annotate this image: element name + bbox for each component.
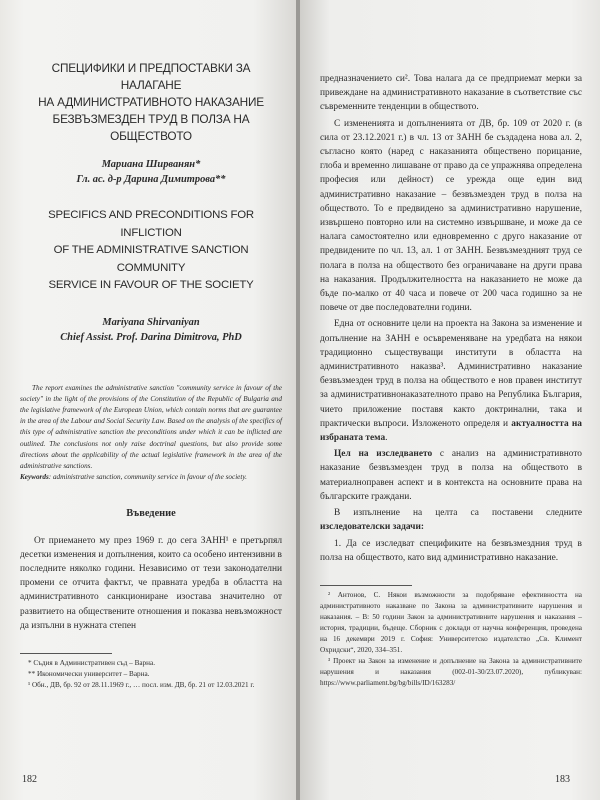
tasks-intro: В изпълнение на целта са поставени следните (334, 508, 582, 519)
title-bg-line: БЕЗВЪЗМЕЗДЕН ТРУД В ПОЛЗА НА ОБЩЕСТВОТО (52, 112, 250, 143)
footnotes-right (320, 590, 582, 689)
page-number-right: 183 (555, 774, 570, 785)
author-name: Мариана Ширванян* (101, 159, 201, 170)
keywords (20, 472, 282, 483)
title-english (20, 207, 282, 295)
title-bulgarian (20, 60, 282, 145)
title-bg-line: НА АДМИНИСТРАТИВНОТО НАКАЗАНИЕ (38, 95, 264, 109)
author-name-en: Chief Assist. Prof. Darina Dimitrova, PhD (60, 331, 242, 343)
keywords-label: Keywords (20, 473, 49, 482)
footnote: ² Антонов, С. Някои възможности за подобряване ефективността на административното наказване по Закона за административните нарушения и наказания. – В: 50 години Закон за административните нарушения и наказания – история, традиции, бъдеще. Сборник с доклади от научна конференция, проведена на 16 декември 2019 г. София: Университетско издателство „Св. Климент Охридски“, 2020, 334–351. (320, 590, 582, 654)
right-column (320, 72, 582, 689)
author-name-en: Mariyana Shirvaniyan (102, 316, 200, 328)
title-en-line: OF THE ADMINISTRATIVE SANCTION COMMUNITY (53, 244, 249, 274)
body-paragraph-text: Една от основните цели на проекта на Закона за изменение и допълнение на ЗАНН е осъвременяване на уредбата на някои традиционно съществуващи институти в областта на административното наказва³. Административно наказание безвъзмезден труд в полза на обществото е нов правен институт за административнонаказателното право на Република България, чието приложение поставя както доктринални, така и практически въпроси. Изложеното определя и (320, 319, 582, 429)
keywords-text: : administrative sanction, community service in favour of the society. (48, 473, 247, 482)
abstract: The report examines the administrative sanction "community service in favour of the society" in the light of the provisions of the Constitution of the Republic of Bulgaria and the legislative framework of the European Union, which contain norms that are guarantee in the area of the Labour and Social Security Law. Based on the analysis of the specifics of this type of administrative sanction the preconditions under which it can be inflicted are outlined. The conclusions not only raise doctrinal questions, but also provide some directions about the applicability of the actual legislative framework in the area of the administrative sanctions. (20, 383, 282, 470)
footnote: ³ Проект на Закон за изменение и допълнение на Закона за административните нарушения и наказания (002-01-30/23.07.2020), публикуван: https://www.parliament.bg/bg/bills/ID/163283/ (320, 656, 582, 687)
left-column (20, 60, 282, 691)
tasks-label: изследователски задачи: (320, 522, 424, 533)
topicality-emphasis: актуалността на избраната тема (320, 418, 582, 444)
title-bg-line: СПЕЦИФИКИ И ПРЕДПОСТАВКИ ЗА НАЛАГАНЕ (51, 61, 251, 92)
footnote-divider (20, 653, 112, 654)
footnote-divider (320, 585, 412, 586)
title-en-line: SPECIFICS AND PRECONDITIONS FOR INFLICTION (48, 209, 254, 239)
authors-bulgarian (20, 157, 282, 187)
footnote: ** Икономически университет – Варна. (28, 669, 150, 678)
body-paragraph: Една от основните цели на проекта на Закона за изменение и допълнение на ЗАНН е осъвременяване на уредбата на някои традиционно съществуващи институти в областта на административното наказва³. Административно наказание безвъзмезден труд в полза на обществото е нов правен институт за административнонаказателното право на Република България, чието приложение поставя както доктринални, така и практически въпроси. Изложеното определя и актуалността на избраната тема. (320, 319, 582, 444)
aim-text: с анализ на административното наказание безвъзмезден труд в полза на обществото в материалноправен аспект и в контекста на основните права на българските граждани. (320, 449, 582, 502)
aim-paragraph (320, 447, 582, 504)
body-paragraph: предназначението си². Това налага да се предприемат мерки за привеждане на административното наказание в съответствие със съвременните тенденции в обществото. (320, 74, 582, 113)
body-paragraph: С измененията и допълненията от ДВ, бр. 109 от 2020 г. (в сила от 23.12.2021 г.) в чл. 13 от ЗАНН бе създадена нова ал. 2, съгласно която (наред с наказанията обществено порицание, глоба и временно лишаване от право да се упражнява определена професия или дейност) се урежда още един вид административно наказание – безвъзмезден труд в полза на обществото. То е предвидено за административно нарушение, извършено повторно или на системно извършване, и може да се налага самостоятелно или едновременно с друго наказание от предвидените по чл. 13, ал. 1 от ЗАНН. Безвъзмездният труд се полага в полза на обществото без ограничаване на други права на наказания. Продължителността на наказанието не може да бъде по-малко от 40 часа и повече от 200 часа годишно за не повече от две последователни години. (320, 118, 582, 314)
title-en-line: SERVICE IN FAVOUR OF THE SOCIETY (48, 279, 254, 291)
author-name: Гл. ас. д-р Дарина Димитрова** (76, 174, 226, 185)
footnote: * Съдия в Административен съд – Варна. (28, 658, 155, 667)
authors-english (20, 315, 282, 345)
task-item: 1. Да се изследват спецификите на безвъзмездния труд в полза на обществото, като вид административно наказание. (320, 538, 582, 563)
aim-label: Цел на изследването (334, 449, 433, 460)
footnote: ¹ Обн., ДВ, бр. 92 от 28.11.1969 г., … посл. изм. ДВ, бр. 21 от 12.03.2021 г. (28, 680, 255, 689)
introduction-paragraph: От приемането му през 1969 г. до сега ЗАНН¹ е претърпял десетки изменения и допълнения, които са особено интензивни в последните няколко години. Независимо от тези законодателни промени се отчита фактът, че правната уредба в областта на административното санкциониране изостава значително от развитието на обществените отношения и показва невъзможност да изпълни в нужната степен (20, 535, 282, 631)
tasks-paragraph (320, 506, 582, 534)
section-heading-introduction: Въведение (126, 508, 176, 520)
page-number-left: 182 (22, 774, 37, 785)
